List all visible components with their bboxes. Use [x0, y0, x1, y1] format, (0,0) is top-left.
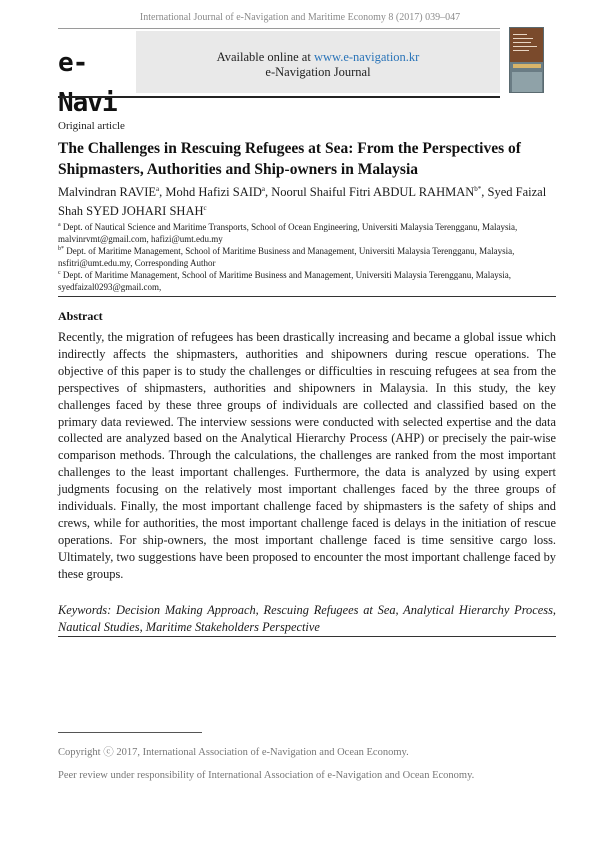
author-separator: ,	[481, 185, 488, 199]
author-list	[58, 183, 558, 221]
footnote-rule	[58, 732, 202, 733]
cover-text-line	[513, 38, 533, 39]
journal-cover-thumbnail	[509, 27, 544, 93]
article-title: The Challenges in Rescuing Refugees at Sea: From the Perspectives of Shipmasters, Authorities and Ship-owners in Malaysia	[58, 140, 521, 178]
peer-review-notice: Peer review under responsibility of International Association of e-Navigation and Ocean Economy.	[58, 770, 475, 781]
cover-text-line	[513, 42, 531, 43]
journal-banner	[136, 31, 500, 93]
cover-text-line	[513, 50, 529, 51]
author-affiliation-mark: b*	[474, 184, 482, 193]
header-bottom-rule	[58, 96, 500, 98]
available-online-line	[136, 50, 500, 65]
article-type: Original article	[58, 120, 125, 132]
affiliation-text: Dept. of Maritime Management, School of Maritime Business and Management, Universiti Malaysia Terengganu, Malaysia, syedfaizal0293@gmail.com,	[58, 270, 512, 292]
affiliation-mark: c	[58, 270, 61, 276]
affiliation-mark: a	[58, 222, 61, 228]
journal-citation-line: International Journal of e-Navigation and Maritime Economy 8 (2017) 039–047	[139, 12, 461, 23]
affiliation-a	[58, 222, 558, 245]
affiliation-mark: b*	[58, 246, 64, 252]
cover-brand-strip	[513, 64, 541, 68]
author-separator: ,	[159, 185, 166, 199]
available-online-text: Available online at	[216, 50, 314, 64]
affiliation-b	[58, 246, 558, 269]
author-affiliation-mark: a	[156, 184, 160, 193]
journal-website-link[interactable]: www.e-navigation.kr	[313, 50, 420, 64]
affiliation-text: Dept. of Maritime Management, School of Maritime Business and Management, Universiti Malaysia Terengganu, Malaysia, nsfitri@umt.edu.my, Corresponding Author	[58, 246, 515, 268]
keywords-bottom-rule	[58, 636, 556, 637]
author-name: Noorul Shaiful Fitri ABDUL RAHMAN	[271, 185, 475, 199]
affiliation-c	[58, 270, 558, 293]
cover-text-line	[513, 34, 527, 35]
copyright-notice: Copyright ⓒ 2017, International Association of e-Navigation and Ocean Economy.	[58, 747, 409, 758]
header-top-rule	[58, 28, 500, 29]
author-name: Mohd Hafizi SAID	[165, 185, 262, 199]
author-affiliation-mark: a	[261, 184, 266, 193]
author-separator: ,	[265, 185, 272, 199]
cover-photo	[512, 72, 542, 92]
e-navi-logo: e-Navi	[58, 48, 117, 118]
author-affiliation-mark: c	[203, 203, 207, 212]
author-name: Syed Faizal Shah SYED JOHARI SHAH	[58, 185, 547, 218]
keywords: Keywords: Decision Making Approach, Rescuing Refugees at Sea, Analytical Hierarchy Process, Nautical Studies, Maritime Stakeholders Perspective	[58, 603, 556, 634]
author-name: Malvindran RAVIE	[58, 185, 157, 199]
journal-name: e-Navigation Journal	[265, 65, 371, 79]
abstract-top-rule	[58, 296, 556, 297]
cover-text-line	[513, 46, 537, 47]
affiliation-text: Dept. of Nautical Science and Maritime Transports, School of Ocean Engineering, Universiti Malaysia Terengganu, Malaysia, malvinrvmt@gmail.com, hafizi@umt.edu.my	[58, 222, 518, 244]
abstract-heading: Abstract	[58, 309, 103, 323]
abstract-body: Recently, the migration of refugees has been drastically increasing and became a global issue which indirectly affects the shipmasters, authorities and shipowners during rescue operations. The objective of this paper is to study the challenges or difficulties in rescuing refugees at sea from the perspectives of shipmasters, authorities and shipowners in Malaysia. In this study, the key challenges faced by these three groups of individuals are collected and classified based on the primary data reviewed. The interview sessions were conducted with selected expertise and the data collected are analyzed based on the Analytical Hierarchy Process (AHP) or precisely the pair-wise comparison methods. Through the calculations, the challenges are ranked from the most important challenges to the least important challenges. Furthermore, the data is analyzed by using expert judgments focusing on the relatively most important challenges faced by the three groups of individuals. Finally, the most important challenge faced by shipmasters is the safety of ships and crews, while for authorities, the most important challenge faced is delays in the initiation of rescue operations. For ship-owners, the most important challenge faced is time sensitive cargo loss. Ultimately, two suggestions have been proposed to encounter the most important challenge faced by these groups.	[58, 330, 556, 581]
